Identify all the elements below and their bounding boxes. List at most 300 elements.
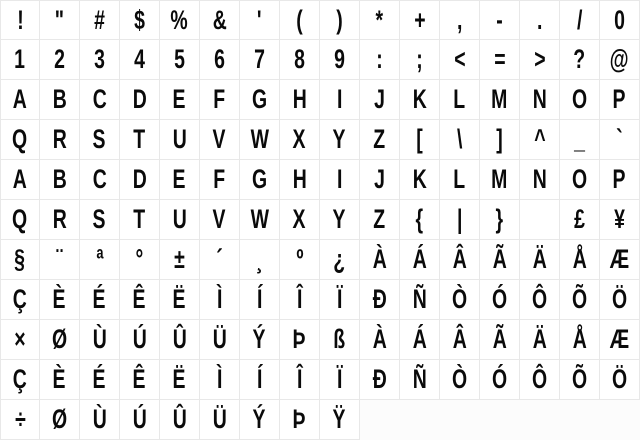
glyph-row bbox=[0, 160, 640, 200]
glyph-cell[interactable] bbox=[320, 360, 360, 400]
glyph: É bbox=[93, 284, 106, 314]
glyph-cell[interactable] bbox=[360, 320, 400, 360]
glyph-cell[interactable] bbox=[40, 200, 80, 240]
glyph: 7 bbox=[254, 44, 265, 74]
glyph-cell[interactable] bbox=[600, 120, 640, 160]
glyph: * bbox=[375, 5, 384, 35]
glyph: Ë bbox=[173, 364, 186, 394]
glyph-cell[interactable] bbox=[280, 360, 320, 400]
glyph-cell[interactable] bbox=[0, 80, 40, 120]
glyph-cell[interactable] bbox=[80, 360, 120, 400]
glyph-cell[interactable] bbox=[320, 80, 360, 120]
glyph-cell[interactable] bbox=[120, 80, 160, 120]
glyph-row bbox=[0, 0, 640, 40]
glyph: Á bbox=[412, 324, 427, 354]
glyph-cell[interactable] bbox=[320, 280, 360, 320]
glyph: 2 bbox=[54, 44, 65, 74]
glyph: , bbox=[456, 5, 463, 35]
glyph: E bbox=[173, 164, 186, 194]
glyph: Ô bbox=[531, 284, 548, 314]
glyph: N bbox=[532, 84, 547, 114]
glyph: § bbox=[14, 244, 26, 274]
glyph: Î bbox=[296, 284, 303, 314]
glyph: ´ bbox=[216, 244, 223, 274]
glyph: 9 bbox=[334, 44, 345, 74]
glyph-cell[interactable] bbox=[360, 0, 400, 40]
glyph-cell[interactable] bbox=[600, 160, 640, 200]
glyph-cell[interactable] bbox=[200, 200, 240, 240]
glyph: Å bbox=[572, 244, 587, 274]
glyph-cell[interactable] bbox=[240, 120, 280, 160]
glyph: ` bbox=[616, 124, 623, 154]
glyph-cell[interactable] bbox=[400, 80, 440, 120]
glyph-cell[interactable] bbox=[320, 240, 360, 280]
glyph-cell[interactable] bbox=[40, 400, 80, 440]
glyph-cell[interactable] bbox=[520, 280, 560, 320]
glyph-cell[interactable] bbox=[600, 360, 640, 400]
glyph: } bbox=[495, 204, 504, 234]
glyph-cell[interactable] bbox=[600, 80, 640, 120]
glyph: < bbox=[453, 44, 466, 74]
glyph: Ø bbox=[51, 324, 68, 354]
glyph-cell[interactable] bbox=[0, 200, 40, 240]
glyph: ß bbox=[333, 324, 346, 354]
glyph: Ã bbox=[492, 244, 507, 274]
glyph-cell[interactable] bbox=[360, 40, 400, 80]
glyph: N bbox=[532, 164, 547, 194]
glyph: Ö bbox=[611, 364, 628, 394]
glyph-cell[interactable] bbox=[480, 320, 520, 360]
glyph: º bbox=[295, 244, 304, 274]
glyph-cell[interactable] bbox=[440, 200, 480, 240]
glyph-cell[interactable] bbox=[520, 160, 560, 200]
glyph-cell[interactable] bbox=[400, 280, 440, 320]
glyph-cell[interactable] bbox=[240, 360, 280, 400]
glyph: \ bbox=[456, 124, 463, 154]
glyph: ; bbox=[416, 44, 423, 74]
empty-area bbox=[360, 400, 640, 440]
glyph: J bbox=[374, 84, 385, 114]
glyph-cell[interactable] bbox=[0, 280, 40, 320]
glyph-cell[interactable] bbox=[0, 360, 40, 400]
glyph-cell[interactable] bbox=[0, 40, 40, 80]
glyph-cell[interactable] bbox=[120, 360, 160, 400]
glyph: V bbox=[213, 204, 226, 234]
glyph: Õ bbox=[571, 284, 588, 314]
glyph: Q bbox=[12, 124, 28, 154]
glyph-cell[interactable] bbox=[520, 40, 560, 80]
glyph-cell[interactable] bbox=[560, 240, 600, 280]
glyph-cell[interactable] bbox=[240, 280, 280, 320]
glyph-cell[interactable] bbox=[80, 160, 120, 200]
glyph-cell[interactable] bbox=[400, 320, 440, 360]
glyph: Ó bbox=[491, 284, 508, 314]
glyph: Ü bbox=[212, 404, 227, 434]
glyph-row bbox=[0, 80, 640, 120]
glyph-cell[interactable] bbox=[80, 320, 120, 360]
glyph: Ï bbox=[336, 284, 343, 314]
glyph: £ bbox=[574, 204, 585, 234]
glyph-row bbox=[0, 200, 640, 240]
glyph: Ý bbox=[253, 404, 266, 434]
glyph: K bbox=[412, 164, 427, 194]
glyph: E bbox=[173, 84, 186, 114]
glyph-cell[interactable] bbox=[240, 40, 280, 80]
glyph: G bbox=[251, 84, 268, 114]
glyph: Ñ bbox=[412, 284, 427, 314]
glyph: ) bbox=[336, 5, 343, 35]
glyph-cell[interactable] bbox=[440, 280, 480, 320]
glyph-cell[interactable] bbox=[320, 160, 360, 200]
glyph: Ý bbox=[253, 324, 266, 354]
glyph-cell[interactable] bbox=[120, 320, 160, 360]
glyph: Î bbox=[296, 364, 303, 394]
glyph-cell[interactable] bbox=[440, 160, 480, 200]
glyph-cell[interactable] bbox=[480, 0, 520, 40]
glyph-cell[interactable] bbox=[200, 240, 240, 280]
glyph: Ò bbox=[451, 364, 468, 394]
glyph-cell[interactable] bbox=[280, 40, 320, 80]
glyph: + bbox=[413, 5, 426, 35]
glyph-cell[interactable] bbox=[80, 280, 120, 320]
glyph-cell[interactable] bbox=[240, 400, 280, 440]
glyph-cell[interactable] bbox=[160, 360, 200, 400]
glyph: Ü bbox=[212, 324, 227, 354]
glyph: @ bbox=[610, 44, 629, 74]
glyph: À bbox=[372, 244, 387, 274]
glyph: Á bbox=[412, 244, 427, 274]
glyph-cell[interactable] bbox=[520, 240, 560, 280]
glyph-cell[interactable] bbox=[120, 240, 160, 280]
glyph-cell[interactable] bbox=[80, 240, 120, 280]
glyph-cell[interactable] bbox=[120, 40, 160, 80]
glyph-cell[interactable] bbox=[40, 280, 80, 320]
glyph-cell[interactable] bbox=[240, 80, 280, 120]
glyph: Z bbox=[373, 204, 386, 234]
glyph: O bbox=[571, 164, 588, 194]
glyph-cell[interactable] bbox=[200, 160, 240, 200]
glyph: ? bbox=[573, 44, 586, 74]
glyph-cell[interactable] bbox=[360, 160, 400, 200]
glyph-cell[interactable] bbox=[240, 160, 280, 200]
glyph: 6 bbox=[214, 44, 225, 74]
glyph-cell[interactable] bbox=[360, 280, 400, 320]
glyph: F bbox=[213, 84, 226, 114]
glyph-cell[interactable] bbox=[80, 80, 120, 120]
glyph-cell[interactable] bbox=[360, 200, 400, 240]
glyph: S bbox=[93, 204, 106, 234]
glyph-cell[interactable] bbox=[160, 400, 200, 440]
glyph: Ù bbox=[92, 404, 107, 434]
glyph-cell[interactable] bbox=[280, 160, 320, 200]
glyph-cell[interactable] bbox=[40, 360, 80, 400]
glyph-cell[interactable] bbox=[400, 120, 440, 160]
glyph-cell[interactable] bbox=[280, 0, 320, 40]
glyph: 1 bbox=[14, 44, 26, 74]
glyph-cell[interactable] bbox=[160, 0, 200, 40]
glyph: Ò bbox=[451, 284, 468, 314]
glyph-row bbox=[0, 400, 640, 440]
glyph: V bbox=[213, 124, 226, 154]
glyph-cell-empty[interactable] bbox=[520, 200, 560, 240]
glyph: Ô bbox=[531, 364, 548, 394]
glyph-cell[interactable] bbox=[0, 240, 40, 280]
glyph-cell[interactable] bbox=[480, 80, 520, 120]
glyph-cell[interactable] bbox=[600, 40, 640, 80]
glyph-cell[interactable] bbox=[240, 240, 280, 280]
glyph: Ç bbox=[12, 284, 28, 314]
glyph: È bbox=[53, 364, 66, 394]
glyph-cell[interactable] bbox=[120, 280, 160, 320]
glyph-cell[interactable] bbox=[360, 80, 400, 120]
glyph-cell[interactable] bbox=[320, 400, 360, 440]
glyph: Ì bbox=[216, 284, 223, 314]
glyph-cell[interactable] bbox=[600, 200, 640, 240]
glyph-cell[interactable] bbox=[120, 0, 160, 40]
glyph-cell[interactable] bbox=[440, 80, 480, 120]
glyph: Í bbox=[256, 364, 263, 394]
glyph: Y bbox=[333, 124, 346, 154]
glyph: & bbox=[212, 5, 227, 35]
glyph-cell[interactable] bbox=[320, 120, 360, 160]
glyph: W bbox=[250, 124, 269, 154]
glyph-cell[interactable] bbox=[200, 280, 240, 320]
glyph: M bbox=[491, 164, 508, 194]
glyph: Ç bbox=[12, 364, 28, 394]
glyph: ¨ bbox=[56, 244, 63, 274]
glyph-cell[interactable] bbox=[440, 40, 480, 80]
glyph: R bbox=[52, 124, 67, 154]
glyph: U bbox=[172, 124, 187, 154]
glyph: ^ bbox=[533, 124, 546, 154]
glyph-cell[interactable] bbox=[560, 40, 600, 80]
glyph-cell[interactable] bbox=[480, 120, 520, 160]
glyph-cell[interactable] bbox=[440, 120, 480, 160]
glyph-cell[interactable] bbox=[40, 40, 80, 80]
glyph-cell[interactable] bbox=[560, 160, 600, 200]
glyph-cell[interactable] bbox=[520, 0, 560, 40]
glyph-cell[interactable] bbox=[240, 320, 280, 360]
glyph: 3 bbox=[94, 44, 105, 74]
glyph-cell[interactable] bbox=[200, 320, 240, 360]
glyph: P bbox=[613, 84, 626, 114]
glyph: È bbox=[53, 284, 66, 314]
glyph: Ú bbox=[132, 324, 147, 354]
glyph-cell[interactable] bbox=[160, 40, 200, 80]
glyph-cell[interactable] bbox=[280, 320, 320, 360]
glyph: Õ bbox=[571, 364, 588, 394]
glyph-cell[interactable] bbox=[560, 200, 600, 240]
glyph-cell[interactable] bbox=[560, 280, 600, 320]
glyph: " bbox=[54, 5, 65, 35]
glyph-cell[interactable] bbox=[280, 120, 320, 160]
glyph-cell[interactable] bbox=[80, 0, 120, 40]
glyph: C bbox=[92, 84, 107, 114]
glyph: B bbox=[52, 164, 67, 194]
glyph-cell[interactable] bbox=[160, 120, 200, 160]
glyph-cell[interactable] bbox=[0, 400, 40, 440]
glyph: L bbox=[453, 164, 466, 194]
glyph: K bbox=[412, 84, 427, 114]
glyph-cell[interactable] bbox=[360, 360, 400, 400]
glyph-cell[interactable] bbox=[400, 0, 440, 40]
glyph-cell[interactable] bbox=[280, 80, 320, 120]
glyph-cell[interactable] bbox=[560, 360, 600, 400]
glyph-cell[interactable] bbox=[480, 240, 520, 280]
glyph-cell[interactable] bbox=[440, 360, 480, 400]
glyph: ' bbox=[257, 5, 262, 35]
glyph-cell[interactable] bbox=[200, 360, 240, 400]
glyph: [ bbox=[416, 124, 423, 154]
glyph: U bbox=[172, 204, 187, 234]
glyph-cell[interactable] bbox=[80, 400, 120, 440]
glyph: Í bbox=[256, 284, 263, 314]
glyph-cell[interactable] bbox=[40, 160, 80, 200]
glyph-cell[interactable] bbox=[520, 120, 560, 160]
glyph-cell[interactable] bbox=[280, 200, 320, 240]
glyph-cell[interactable] bbox=[160, 200, 200, 240]
glyph-cell[interactable] bbox=[80, 120, 120, 160]
glyph: Ð bbox=[372, 284, 387, 314]
glyph: T bbox=[133, 204, 146, 234]
glyph-cell[interactable] bbox=[240, 0, 280, 40]
glyph-row bbox=[0, 360, 640, 400]
glyph-cell[interactable] bbox=[40, 320, 80, 360]
glyph: B bbox=[52, 84, 67, 114]
glyph-cell[interactable] bbox=[400, 200, 440, 240]
glyph: T bbox=[133, 124, 146, 154]
glyph-cell[interactable] bbox=[440, 320, 480, 360]
glyph-cell[interactable] bbox=[480, 160, 520, 200]
glyph: Û bbox=[172, 404, 187, 434]
glyph-cell[interactable] bbox=[0, 320, 40, 360]
glyph: / bbox=[576, 5, 583, 35]
glyph-cell[interactable] bbox=[400, 240, 440, 280]
glyph-cell[interactable] bbox=[200, 400, 240, 440]
glyph-cell[interactable] bbox=[0, 160, 40, 200]
glyph-cell[interactable] bbox=[440, 240, 480, 280]
glyph-cell[interactable] bbox=[200, 120, 240, 160]
glyph-cell[interactable] bbox=[560, 320, 600, 360]
glyph-cell[interactable] bbox=[560, 80, 600, 120]
glyph: F bbox=[213, 164, 226, 194]
glyph-cell[interactable] bbox=[160, 240, 200, 280]
glyph-cell[interactable] bbox=[600, 280, 640, 320]
glyph: Ï bbox=[336, 364, 343, 394]
glyph-cell[interactable] bbox=[40, 120, 80, 160]
glyph-cell[interactable] bbox=[80, 200, 120, 240]
glyph: Ä bbox=[532, 244, 547, 274]
glyph: A bbox=[12, 84, 28, 114]
glyph: J bbox=[374, 164, 385, 194]
glyph: M bbox=[491, 84, 508, 114]
glyph-cell[interactable] bbox=[160, 160, 200, 200]
glyph: H bbox=[292, 164, 307, 194]
glyph-cell[interactable] bbox=[440, 0, 480, 40]
glyph-cell[interactable] bbox=[320, 320, 360, 360]
glyph: X bbox=[293, 124, 306, 154]
glyph-cell[interactable] bbox=[320, 200, 360, 240]
glyph-cell[interactable] bbox=[0, 0, 40, 40]
glyph-cell[interactable] bbox=[200, 40, 240, 80]
glyph-cell[interactable] bbox=[160, 80, 200, 120]
glyph-cell[interactable] bbox=[280, 280, 320, 320]
glyph: = bbox=[493, 44, 506, 74]
glyph: Â bbox=[452, 324, 467, 354]
glyph-cell[interactable] bbox=[400, 160, 440, 200]
glyph: Û bbox=[172, 324, 187, 354]
glyph-cell[interactable] bbox=[80, 40, 120, 80]
glyph: × bbox=[14, 324, 26, 354]
glyph: . bbox=[536, 5, 543, 35]
glyph: { bbox=[415, 204, 424, 234]
glyph: ° bbox=[135, 244, 144, 274]
glyph: _ bbox=[574, 124, 585, 154]
glyph: C bbox=[92, 164, 107, 194]
glyph-cell[interactable] bbox=[320, 40, 360, 80]
glyph-cell[interactable] bbox=[480, 40, 520, 80]
glyph-cell[interactable] bbox=[560, 120, 600, 160]
glyph-cell[interactable] bbox=[560, 0, 600, 40]
glyph: Ö bbox=[611, 284, 628, 314]
glyph-cell[interactable] bbox=[240, 200, 280, 240]
glyph-cell[interactable] bbox=[520, 80, 560, 120]
glyph: Ø bbox=[51, 404, 68, 434]
glyph-cell[interactable] bbox=[360, 120, 400, 160]
glyph-cell[interactable] bbox=[40, 240, 80, 280]
glyph-cell[interactable] bbox=[200, 80, 240, 120]
glyph-cell[interactable] bbox=[600, 240, 640, 280]
glyph-cell[interactable] bbox=[480, 280, 520, 320]
glyph-cell[interactable] bbox=[120, 200, 160, 240]
glyph-cell[interactable] bbox=[480, 200, 520, 240]
glyph-cell[interactable] bbox=[360, 240, 400, 280]
glyph-cell[interactable] bbox=[400, 360, 440, 400]
glyph: Ð bbox=[372, 364, 387, 394]
glyph: Â bbox=[452, 244, 467, 274]
glyph: ! bbox=[16, 5, 24, 35]
glyph-cell[interactable] bbox=[40, 80, 80, 120]
glyph-cell[interactable] bbox=[480, 360, 520, 400]
glyph: ¥ bbox=[614, 204, 625, 234]
glyph-cell[interactable] bbox=[0, 120, 40, 160]
glyph: : bbox=[376, 44, 383, 74]
glyph-cell[interactable] bbox=[520, 320, 560, 360]
glyph: $ bbox=[134, 5, 145, 35]
glyph: Ê bbox=[133, 364, 146, 394]
glyph-cell[interactable] bbox=[200, 0, 240, 40]
glyph-cell[interactable] bbox=[520, 360, 560, 400]
glyph-cell[interactable] bbox=[280, 240, 320, 280]
glyph-cell[interactable] bbox=[120, 160, 160, 200]
glyph-cell[interactable] bbox=[320, 0, 360, 40]
glyph-cell[interactable] bbox=[400, 40, 440, 80]
glyph-cell[interactable] bbox=[160, 280, 200, 320]
glyph: Ë bbox=[173, 284, 186, 314]
glyph-cell[interactable] bbox=[600, 0, 640, 40]
glyph: X bbox=[293, 204, 306, 234]
glyph-cell[interactable] bbox=[160, 320, 200, 360]
glyph: Ó bbox=[491, 364, 508, 394]
glyph-cell[interactable] bbox=[280, 400, 320, 440]
glyph: Å bbox=[572, 324, 587, 354]
glyph-cell[interactable] bbox=[120, 400, 160, 440]
glyph-cell[interactable] bbox=[120, 120, 160, 160]
glyph-cell[interactable] bbox=[600, 320, 640, 360]
glyph: Ù bbox=[92, 324, 107, 354]
glyph: 0 bbox=[614, 5, 625, 35]
glyph-cell[interactable] bbox=[40, 0, 80, 40]
